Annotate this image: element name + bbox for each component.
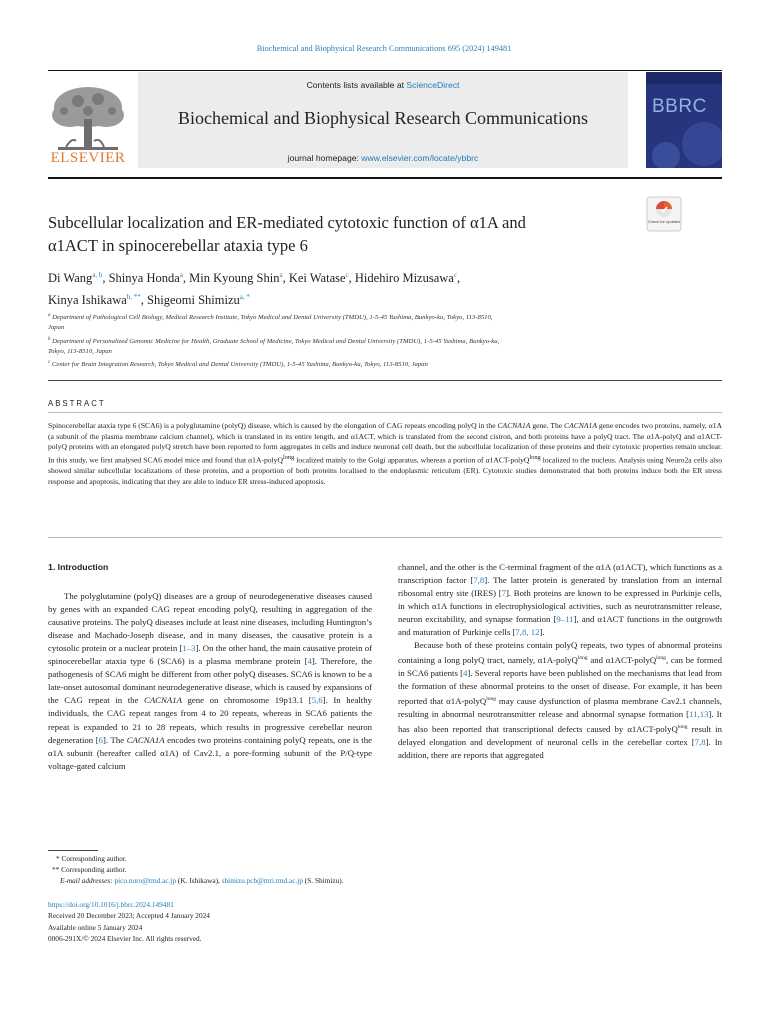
- intro-paragraph-2: [398, 639, 722, 762]
- citation-link[interactable]: 7: [501, 588, 506, 599]
- citation-link[interactable]: 7,8: [473, 575, 485, 586]
- author-separator: ,: [456, 271, 461, 286]
- superscript-long: long: [282, 453, 295, 461]
- journal-masthead: [138, 72, 628, 168]
- author-name[interactable]: Di Wang: [48, 271, 93, 286]
- abstract-heading: ABSTRACT: [48, 399, 106, 408]
- author-name[interactable]: Shinya Honda: [108, 271, 180, 286]
- citation-link[interactable]: 4: [307, 656, 312, 667]
- author-separator: ,: [348, 271, 355, 286]
- body-text: The polyglutamine (polyQ) diseases are a group of neurodegenerative diseases caused by genes with an expanded CAG repeat encoding polyQ, resulting in aggregation of the causative proteins. The polyQ diseases include at least nine diseases, including Huntington’s disease and Machado-Joseph disease, and in many diseases, the causative protein is a cytosolic protein or a nuclear protein [: [48, 591, 372, 654]
- body-text: channel, and the other is the C-terminal fragment of the α1A (α1ACT), which functions as a transcription factor [: [398, 562, 722, 586]
- author-separator: ,: [282, 271, 289, 286]
- affiliation-text-cont: Japan: [48, 323, 65, 331]
- email-link-ishikawa[interactable]: pico.nuro@tmd.ac.jp: [114, 876, 177, 885]
- author-list: [48, 266, 688, 310]
- elsevier-wordmark[interactable]: ELSEVIER: [50, 150, 126, 166]
- homepage-prefix: journal homepage:: [287, 153, 362, 163]
- body-text: ]. The latter protein is generated by translation from an internal ribosomal entry site (IRES) [: [398, 575, 722, 599]
- body-text: ]. Therefore, the pathogenesis of SCA6 might be different from other polyQ diseases. SCA6 is known to be a late-onset autosomal dominant neurodegenerative disease, which is caused by expansions of the CAG repeat in the: [48, 656, 372, 706]
- received-dates: Received 20 December 2023; Accepted 4 January 2024: [48, 911, 210, 921]
- body-text: ]. In healthy individuals, the CAG repeat ranges from 4 to 20 repeats, whereas in SCA6 patients the repeat is expanded to 21 to 28 repeats, which results in progressive cerebellar neuron degeneration [: [48, 695, 372, 745]
- affiliation-text: Department of Personalized Genomic Medicine for Health, Graduate School of Medicine, Tokyo Medical and Dental University (TMDU), 1-5-45 Yushima, Bunkyo-ku,: [50, 338, 500, 346]
- online-date: Available online 5 January 2024: [48, 922, 143, 932]
- author-affiliation-mark[interactable]: a: [279, 271, 283, 279]
- superscript-long: long: [656, 655, 666, 662]
- email-link-shimizu[interactable]: shimizu.pcb@mri.tmd.ac.jp: [221, 876, 303, 885]
- citation-link[interactable]: 7,8: [694, 737, 706, 748]
- journal-reference[interactable]: Biochemical and Biophysical Research Communications 695 (2024) 149481: [256, 44, 512, 53]
- author-affiliation-mark[interactable]: b, **: [126, 293, 141, 302]
- intro-paragraph-1-cont: [398, 561, 722, 639]
- author-affiliation-mark[interactable]: a, b: [92, 271, 103, 279]
- citation-link[interactable]: 12: [530, 627, 540, 638]
- title-line-2: α1ACT in spinocerebellar ataxia type 6: [48, 236, 308, 255]
- affiliation-mark: c: [48, 360, 51, 365]
- author-affiliation-mark[interactable]: a, *: [239, 293, 250, 302]
- affiliation-item: [48, 335, 638, 356]
- copyright: 0006-291X/© 2024 Elsevier Inc. All rights reserved.: [48, 934, 202, 944]
- superscript-long: long: [486, 696, 496, 703]
- cover-title: BBRC: [652, 96, 707, 117]
- affiliation-item: [48, 358, 638, 370]
- author-name[interactable]: Kei Watase: [288, 271, 346, 286]
- citation-link[interactable]: 5,6: [311, 695, 323, 706]
- body-text: ], and α1ACT functions in the outgrowth and maturation of Purkinje cells [: [398, 614, 722, 638]
- homepage-line: [138, 153, 628, 163]
- left-column: [48, 561, 372, 773]
- title-line-1: Subcellular localization and ER-mediated cytotoxic function of α1A and: [48, 213, 526, 232]
- author-separator: ,: [182, 271, 190, 286]
- author-separator: ,: [140, 293, 148, 308]
- publication-info: [48, 899, 210, 945]
- abstract-segment: localized to the nucleus. Analysis using Neuro2a cells also showed similar subcellular localizations of these proteins, and a proportion of both proteins localised to the endoplasmic reticulum (ER). Cytotoxic studies demonstrated that both proteins induce both the ER stress response and apoptosis, indicating that they are able to induce ER stress-induced apoptosis.: [48, 455, 722, 486]
- homepage-link[interactable]: www.elsevier.com/locate/ybbrc: [361, 153, 479, 163]
- citation-link[interactable]: 1–3: [182, 643, 196, 654]
- abstract-segment: gene. The: [530, 421, 565, 430]
- header-top-rule: [48, 70, 722, 71]
- contents-line: [138, 80, 628, 90]
- body-text: and α1ACT-polyQ: [587, 655, 657, 666]
- superscript-long: long: [677, 724, 688, 731]
- abstract-segment: gene encodes two proteins, namely, α1A (a subunit of the plasma membrane calcium channel), which is translated in its entire length, and α1ACT, which is translated from the second cistron, and both proteins have a polyQ tract. The α1A-polyQ and α1ACT-polyQ proteins with an elongated polyQ stretch have been reported to form aggregates in cells and induce neuronal cell death, but the subcellular localization of these proteins and their cytotoxic properties remain unclear. In this study, we first analysed SCA6 model mice and found that α1A-polyQ: [48, 421, 722, 465]
- gene-name: CACNA1A: [497, 421, 531, 430]
- abstract-segment: localized mainly to the Golgi apparatus, whereas a portion of α1ACT-polyQ: [294, 455, 530, 465]
- affiliation-text-cont: Tokyo, 113-8510, Japan: [48, 347, 112, 355]
- author-name[interactable]: Shigeomi Shimizu: [147, 293, 240, 308]
- cover-art: [646, 72, 722, 168]
- body-text: result in delayed elongation and development of neuronal cells in the cerebellar cortex [: [398, 724, 722, 748]
- abstract-heading-rule: [48, 412, 722, 413]
- author-affiliation-mark[interactable]: c: [345, 271, 349, 279]
- email-line: [52, 875, 344, 886]
- citation-link[interactable]: 7,8,: [515, 627, 529, 638]
- affiliation-mark: a: [48, 313, 51, 318]
- body-text: Because both of these proteins contain polyQ repeats, two types of abnormal proteins containing a long polyQ tract, namely, α1A-polyQ: [398, 640, 722, 666]
- right-column: [398, 561, 722, 762]
- author-affiliation-mark[interactable]: a: [179, 271, 183, 279]
- body-text: may cause dysfunction of plasma membrane Cav2.1 channels, resulting in abnormal neurotransmitter release and abnormal synapse formation [: [398, 696, 722, 720]
- affiliation-text: Department of Pathological Cell Biology, Medical Research Institute, Tokyo Medical and Dental University (TMDU), 1-5-45 Yushima, Bunkyo-ku, Tokyo, 113-8510,: [50, 314, 493, 322]
- body-text: ]. The: [103, 734, 127, 745]
- body-text: ]. Both proteins are known to be expressed in Purkinje cells, in which α1A functions in electrophysiological activities, such as neurotransmitter release, neuron excitability, and synapse formation [: [398, 588, 722, 625]
- superscript-long: long: [529, 453, 541, 461]
- citation-link[interactable]: 4: [463, 668, 468, 679]
- check-for-updates-icon[interactable]: [646, 196, 682, 232]
- doi-link[interactable]: https://doi.org/10.1016/j.bbrc.2024.149481: [48, 900, 174, 909]
- abstract-segment: Spinocerebellar ataxia type 6 (SCA6) is a polyglutamine (polyQ) disease, which is caused by the elongation of CAG repeats encoding polyQ in the: [48, 421, 498, 430]
- citation-link[interactable]: 6: [98, 734, 104, 745]
- affiliation-mark: b: [48, 337, 51, 342]
- author-affiliation-mark[interactable]: c: [453, 271, 457, 279]
- body-text: ].: [539, 627, 545, 638]
- superscript-long: long: [577, 655, 588, 662]
- author-name[interactable]: Kinya Ishikawa: [48, 293, 127, 308]
- abstract-top-rule: [48, 380, 722, 381]
- author-separator: ,: [102, 271, 109, 286]
- affiliation-item: [48, 311, 638, 332]
- author-name[interactable]: Hidehiro Mizusawa: [354, 271, 454, 286]
- abstract-text: [48, 421, 722, 487]
- intro-paragraph-1: [48, 590, 372, 773]
- section-heading-introduction: 1. Introduction: [48, 562, 109, 572]
- footnote-rule: [48, 850, 98, 851]
- article-title: [48, 211, 648, 257]
- body-text: gene on chromosome 19p13.1 [: [181, 695, 312, 706]
- gene-name: CACNA1A: [126, 734, 165, 745]
- sciencedirect-link[interactable]: ScienceDirect: [406, 80, 460, 90]
- gene-name: CACNA1A: [564, 421, 597, 430]
- journal-title[interactable]: Biochemical and Biophysical Research Communications: [178, 108, 588, 128]
- body-text: encodes two proteins containing polyQ repeats, one is the α1A subunit (hereafter called α1A) of Cav2.1, a pore-forming subunit of the P/Q-type voltage-gated calcium: [48, 734, 372, 771]
- corresponding-author-1: * Corresponding author.: [56, 854, 127, 863]
- abstract-bottom-rule: [48, 537, 722, 538]
- citation-link[interactable]: 11,13: [689, 709, 709, 720]
- author-name[interactable]: Min Kyoung Shin: [189, 271, 280, 286]
- header-bottom-rule: [48, 177, 722, 179]
- gene-name: CACNA1A: [144, 695, 182, 706]
- footnotes: [52, 853, 344, 886]
- body-text: ]. Several reports have been published on the mechanisms that lead from the formation of these abnormal proteins to the onset of disease. For example, it has been reported that α1A-polyQ: [398, 668, 722, 707]
- journal-cover[interactable]: [646, 72, 722, 168]
- body-text: , can be formed in SCA6 patients [: [398, 655, 722, 679]
- badge-text: Check for updates: [647, 219, 681, 224]
- email-label: E-mail addresses:: [60, 876, 113, 885]
- contents-prefix: Contents lists available at: [306, 80, 407, 90]
- affiliation-text: Center for Brain Integration Research, Tokyo Medical and Dental University (TMDU), 1-5-45 Yushima, Bunkyo-ku, Tokyo, 113-8510, Japan: [50, 361, 428, 369]
- body-text: ]. On the other hand, the main causative protein of spinocerebellar ataxia type 6 (SCA6) is a plasma membrane protein [: [48, 643, 372, 667]
- citation-link[interactable]: 9–11: [556, 614, 574, 625]
- corresponding-author-2: ** Corresponding author.: [52, 865, 127, 874]
- email-owner-1: (K. Ishikawa),: [176, 876, 222, 885]
- email-owner-2: (S. Shimizu).: [302, 876, 344, 885]
- body-text: ]. It has also been reported that transcriptional defects caused by α1ACT-polyQ: [398, 709, 722, 735]
- body-text: ]. In addition, there are reports that aggregated: [398, 737, 722, 761]
